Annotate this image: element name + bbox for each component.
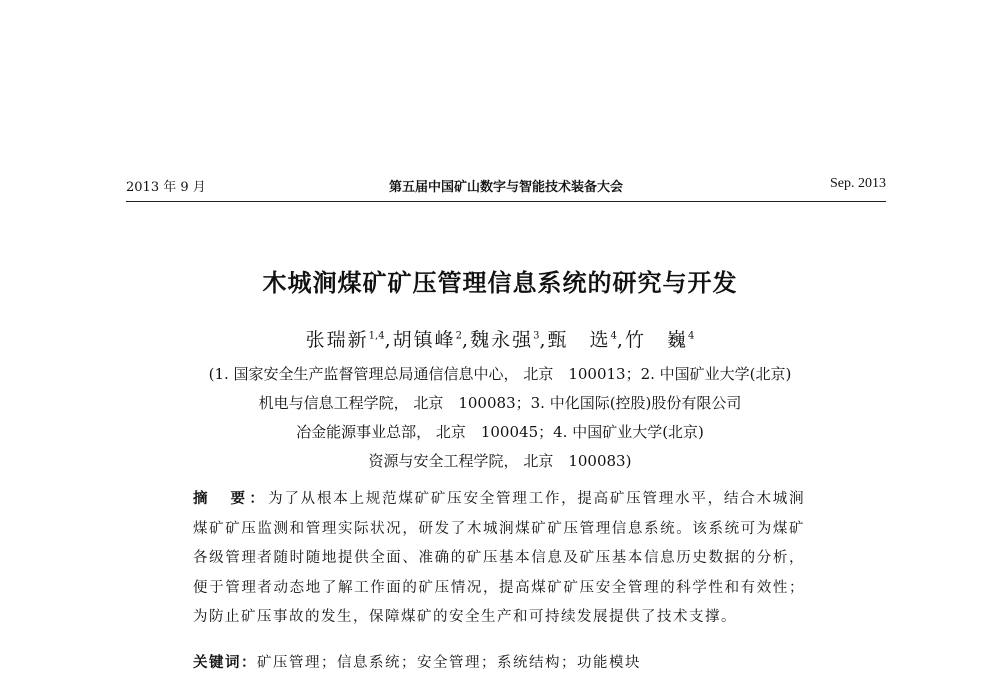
header-date-left: 2013 年 9 月: [126, 180, 206, 195]
keywords-text: 矿压管理；信息系统；安全管理；系统结构；功能模块: [257, 655, 641, 671]
keywords-label: 关键词：: [193, 655, 257, 671]
affiliation-line-4: 资源与安全工程学院， 北京 100083): [368, 452, 632, 470]
author-name: 竹 巍: [624, 329, 688, 351]
author-affiliation-mark: 4: [687, 330, 695, 342]
keywords: [193, 651, 805, 672]
author-name: 魏永强: [470, 329, 534, 351]
affiliation-line-3: 冶金能源事业总部， 北京 100045；4. 中国矿业大学(北京): [296, 423, 704, 441]
affiliation-line-1: (1. 国家安全生产监督管理总局通信信息中心， 北京 100013；2. 中国矿业大学(北京): [208, 365, 792, 383]
paper-title: 木城涧煤矿矿压管理信息系统的研究与开发: [262, 269, 738, 297]
header-date-right: Sep. 2013: [830, 176, 886, 191]
author-affiliation-mark: 2: [455, 330, 463, 342]
author-name: 张瑞新: [305, 329, 369, 351]
header-conference: 第五届中国矿山数字与智能技术装备大会: [388, 180, 623, 195]
header-rule: [126, 201, 886, 202]
abstract-text: 为了从根本上规范煤矿矿压安全管理工作，提高矿压管理水平，结合木城涧煤矿矿压监测和管理实际状况，研发了木城涧煤矿矿压管理信息系统。该系统可为煤矿各级管理者随时随地提供全面、准确的矿压基本信息及矿压基本信息历史数据的分析，便于管理者动态地了解工作面的矿压情况，提高煤矿矿压安全管理的科学性和有效性；为防止矿压事故的发生，保障煤矿的安全生产和可持续发展提供了技术支撑。: [193, 491, 806, 625]
abstract: [193, 485, 805, 633]
author-name: 胡镇峰: [392, 329, 456, 351]
author-name: 甄 选: [547, 329, 611, 351]
author-affiliation-mark: 3: [533, 330, 540, 342]
abstract-label: 摘 要：: [193, 491, 269, 507]
page-header: [126, 176, 886, 198]
author-affiliation-mark: 4: [610, 330, 617, 342]
author-affiliation-mark: 1,4: [368, 330, 385, 342]
affiliation-line-2: 机电与信息工程学院， 北京 100083；3. 中化国际(控股)股份有限公司: [258, 394, 742, 412]
author-list: 张瑞新$^{1,4}$,胡镇峰$^2$,魏永强$^3$,甄 选$^4$,竹 巍$^4$: [305, 329, 695, 351]
